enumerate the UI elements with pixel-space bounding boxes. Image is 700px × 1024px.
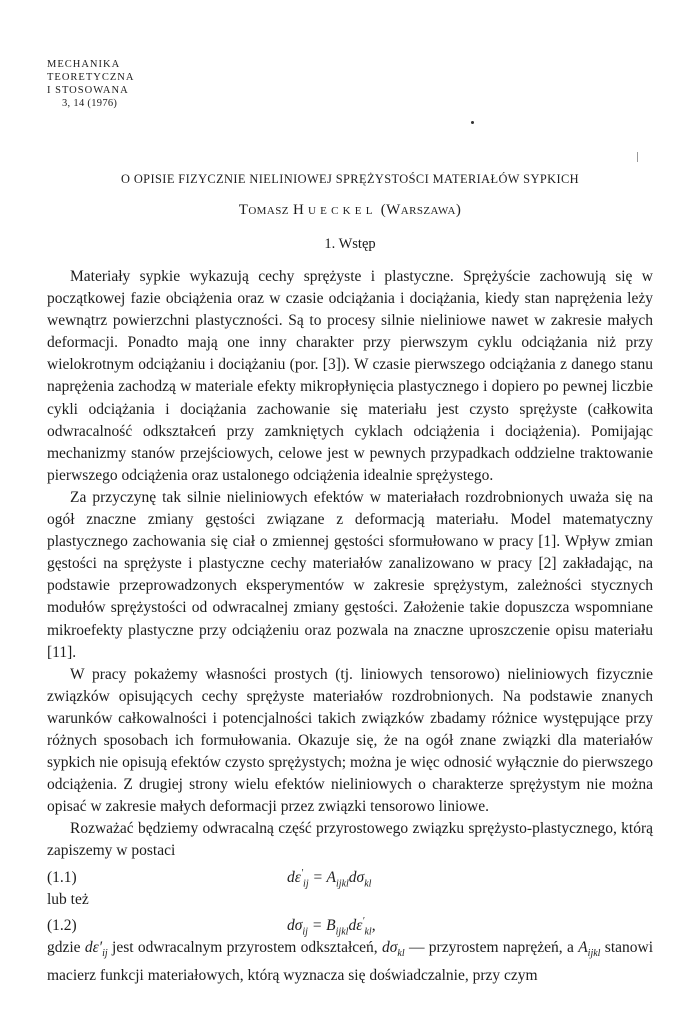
author-line [47, 202, 653, 219]
author-last-name: Hueckel [293, 202, 377, 218]
inline-math: $d\sigma_{kl}$ [382, 938, 405, 959]
connector-text: lub też [47, 890, 89, 908]
equation-1-1 [47, 863, 653, 889]
journal-header [47, 58, 157, 110]
paragraph: Za przyczynę tak silnie nieliniowych efektów w materiałach rozdrobnionych uważa się na ogół znaczne zmiany gęstości związane z deformacją materiału. Model matematyczny plastycznego zachowania się ciał o zmiennej gęstości sformułowano w pracy [1]. Wpływ zmian gęstości na sprężyste i plastyczne cechy materiałów zanalizowano w pracy [2] zakładając, na podstawie przeprowadzonych eksperymentów w zakresie sprężystym, zależności stycznych modułów sprężystości od odwracalnej zmiany gęstości. Założenie takie dopuszcza wspomniane mikroefekty plastyczne przy odciążeniu oraz pozwala na znaczne uproszczenie opisu materiału [11]. [47, 488, 653, 661]
paragraph-final [47, 937, 653, 987]
text-fragment: jest odwracalnym przyrostem odkształceń, [112, 938, 378, 956]
equation-formula: $d\varepsilon'_{ij} = A_{ijkl}d\sigma_{kl}$ [287, 867, 372, 889]
text-fragment: stanowi macierz funkcji materiałowych, którą wyznacza się doświadczalnie, przy czym [47, 938, 653, 984]
equation-number: (1.2) [47, 916, 77, 934]
text-fragment: gdzie [47, 938, 81, 956]
journal-name-line: MECHANIKA [47, 59, 121, 70]
equation-1-2 [47, 911, 653, 937]
body-text [47, 266, 653, 987]
inline-math: $d\varepsilon'_{ij}$ [84, 938, 108, 959]
author-first-name: Tomasz [238, 202, 289, 218]
text-fragment: — przyrostem naprężeń, a [408, 938, 574, 956]
paragraph: W pracy pokażemy własności prostych (tj. liniowych tensorowo) nieliniowych fizycznie związków opisujących cechy sprężyste materiałów rozdrobnionych. Na podstawie znanych warunków całkowalności i potencjalności takich związków zbadamy różnice występujące przy różnych sposobach ich formułowania. Okazuje się, że na ogół znane związki dla materiałów sypkich nie opisują efektów czysto sprężystych; można je więc odnosić wyłącznie do pierwszego odciążenia. Z drugiej strony wielu efektów nieliniowych o charakterze sprężystym nie można opisać w zakresie małych deformacji przez związki tensorowo liniowe. [47, 665, 653, 816]
paragraph: Rozważać będziemy odwracalną część przyrostowego związku sprężysto-plastycznego, którą zapiszemy w postaci [47, 820, 653, 860]
journal-name-line: TEORETYCZNA [47, 72, 135, 83]
paper-title: O OPISIE FIZYCZNIE NIELINIOWEJ SPRĘŻYSTOŚCI MATERIAŁÓW SYPKICH [120, 172, 579, 186]
journal-name-line: I STOSOWANA [47, 85, 129, 96]
section-heading: 1. Wstęp [324, 236, 376, 252]
scan-mark [637, 152, 638, 162]
paragraph: Materiały sypkie wykazują cechy sprężyste i plastyczne. Sprężyście zachowują się w początkowej fazie obciążenia oraz w czasie odciążania i dociążania, kiedy stan naprężenia leży wewnątrz powierzchni plastyczności. Są to procesy silnie nieliniowe nawet w zakresie małych deformacji. Ponadto mają one inny charakter przy pierwszym cyklu odciążania niż przy wielokrotnym odciążaniu i dociążaniu (por. [3]). W czasie pierwszego odciążania z danego stanu naprężenia zachodzą w materiale efekty mikropłynięcia plastycznego i dopiero po pewnej liczbie cykli odciążania i dociążania zachowanie się materiału jest czysto sprężyste (całkowita odwracalność odkształceń przy zamkniętych cyklach odciążenia i dociążenia). Pomijając mechanizmy stanów przejściowych, celowe jest w pewnych przypadkach oddzielne traktowanie pierwszego odciążenia oraz ustalonego odciążenia idealnie sprężystego. [47, 268, 653, 484]
inline-math: $A_{ijkl}$ [578, 938, 601, 959]
scan-speck [471, 121, 474, 124]
equation-number: (1.1) [47, 868, 77, 886]
equation-formula: $d\sigma_{ij} = B_{ijkl}d\varepsilon'_{kl}$, [287, 915, 376, 937]
author-affiliation: (Warszawa) [380, 202, 462, 218]
journal-volume: 3, 14 (1976) [62, 98, 118, 109]
